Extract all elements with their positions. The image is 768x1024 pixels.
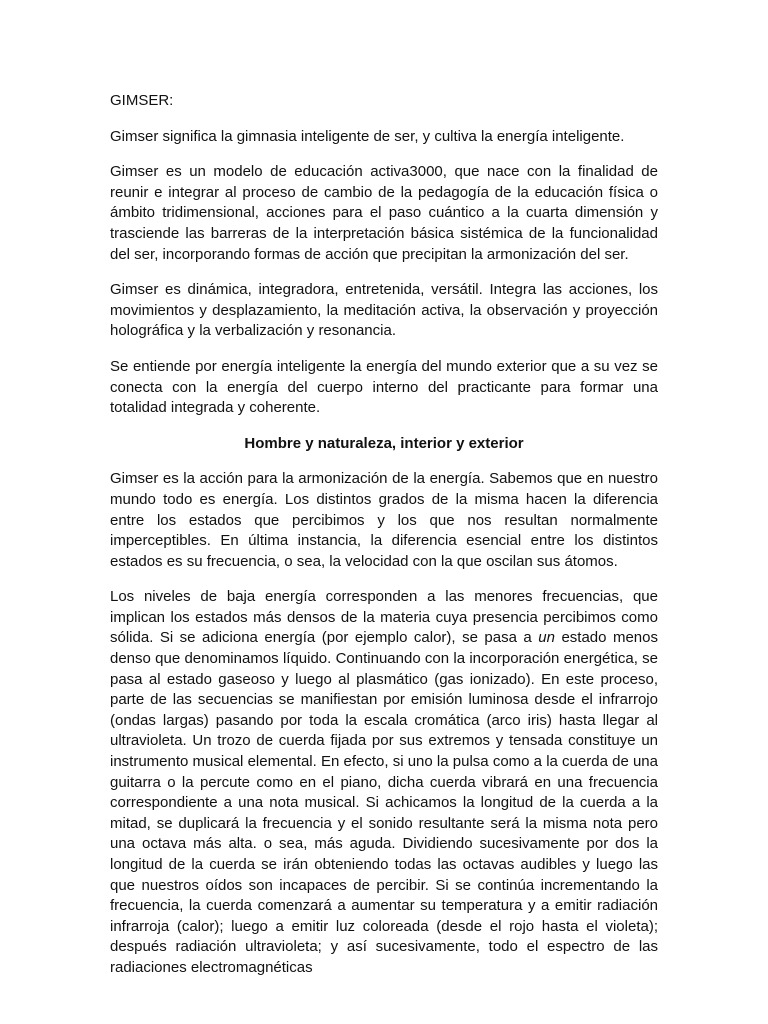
paragraph-energy-levels-italic: un	[538, 629, 555, 647]
paragraph-characteristics: Gimser es dinámica, integradora, entretenida, versátil. Integra las acciones, los movimientos y desplazamiento, la meditación activa, la observación y proyección holográfica y la verbalización y resonancia.	[110, 281, 658, 340]
paragraph-harmonization: Gimser es la acción para la armonización de la energía. Sabemos que en nuestro mundo todo es energía. Los distintos grados de la misma hacen la diferencia entre los estados que percibimos y los que nos resultan normalmente imperceptibles. En última instancia, la diferencia esencial entre los distintos estados es su frecuencia, o sea, la velocidad con la que oscilan sus átomos.	[110, 470, 658, 570]
paragraph-energy-levels-part-2: estado menos denso que denominamos líquido. Continuando con la incorporación energética, se pasa al estado gaseoso y luego al plasmático (gas ionizado). En este proceso, parte de las secuencias se manifiestan por emisión luminosa desde el infrarrojo (ondas largas) pasando por toda la escala cromática (arco iris) hasta llegar al ultravioleta. Un trozo de cuerda fijada por sus extremos y tensada constituye un instrumento musical elemental. En efecto, si uno la pulsa como a la cuerda de una guitarra o la percute como en el piano, dicha cuerda vibrará en una frecuencia correspondiente a una nota musical. Si achicamos la longitud de la cuerda a la mitad, se duplicará la frecuencia y el sonido resultante será la misma nota pero una octava más alta. o sea, más aguda. Dividiendo sucesivamente por dos la longitud de la cuerda se irán obteniendo todas las octavas audibles y luego las que nuestros oídos son incapaces de percibir. Si se continúa incrementando la frecuencia, la cuerda comenzará a aumentar su temperatura y a emitir radiación infrarroja (calor); luego a emitir luz coloreada (desde el rojo hasta el violeta); después radiación ultravioleta; y así sucesivamente, todo el espectro de las radiaciones electromagnéticas	[110, 629, 658, 976]
paragraph-model: Gimser es un modelo de educación activa3000, que nace con la finalidad de reunir e integrar al proceso de cambio de la pedagogía de la educación física o ámbito tridimensional, acciones para el paso cuántico a la cuarta dimensión y trasciende las barreras de la interpretación básica sistémica de la funcionalidad del ser, incorporando formas de acción que precipitan la armonización del ser.	[110, 163, 658, 263]
paragraph-definition: Gimser significa la gimnasia inteligente de ser, y cultiva la energía inteligente.	[110, 127, 625, 145]
document-title: GIMSER:	[110, 92, 174, 109]
paragraph-energy-levels-part-1: Los niveles de baja energía corresponden a las menores frecuencias, que implican los estados más densos de la materia cuya presencia percibimos como sólida. Si se adiciona energía (por ejemplo calor), se pasa a	[110, 588, 658, 647]
section-heading: Hombre y naturaleza, interior y exterior	[244, 434, 524, 452]
paragraph-energy: Se entiende por energía inteligente la energía del mundo exterior que a su vez se conecta con la energía del cuerpo interno del practicante para formar una totalidad integrada y coherente.	[110, 357, 658, 417]
paragraph-energy-levels	[110, 587, 658, 978]
